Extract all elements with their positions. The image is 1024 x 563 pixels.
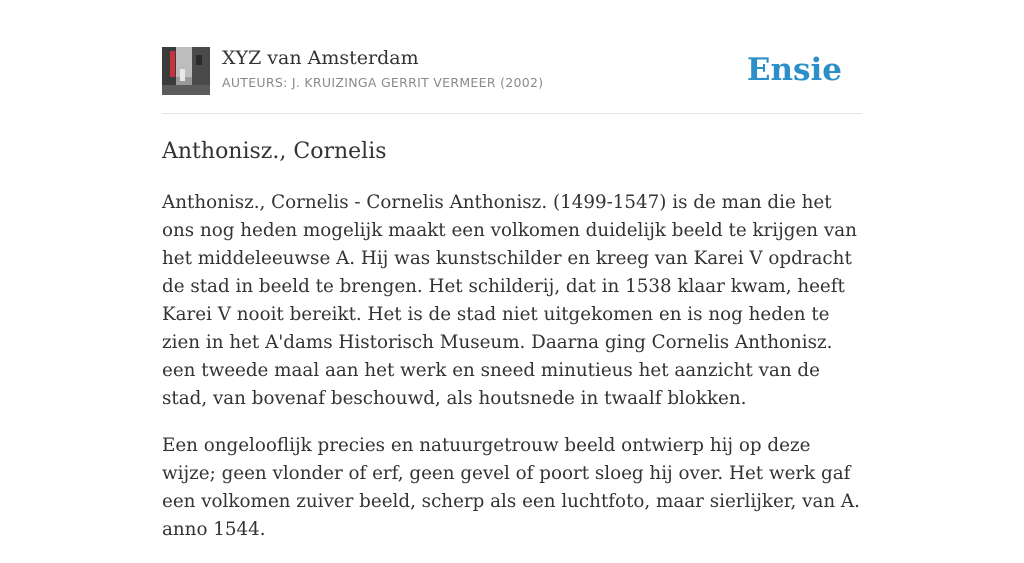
page-container — [162, 0, 862, 540]
entry-paragraph: Een ongelooflijk precies en natuurgetrouw beeld ontwierp hij op deze wijze; geen vlonder of erf, geen gevel of poort sloeg hij over. Het werk gaf een volkomen zuiver beeld, scherp als een luchtfoto, maar sierlijker, van A. anno 1544. — [162, 435, 860, 540]
street-photo-avatar[interactable] — [162, 47, 210, 95]
entry-title: Anthonisz., Cornelis — [162, 139, 387, 164]
entry-body — [162, 189, 864, 563]
ensie-logo[interactable]: Ensie — [746, 52, 842, 88]
avatar-image-icon — [162, 47, 210, 95]
source-title[interactable]: XYZ van Amsterdam — [222, 47, 419, 69]
entry-paragraph: Anthonisz., Cornelis - Cornelis Anthonisz. (1499-1547) is de man die het ons nog heden mogelijk maakt een volkomen duidelijk beeld te krijgen van het middeleeuwse A. Hij was kunstschilder en kreeg van Karei V opdracht de stad in beeld te brengen. Het schilderij, dat in 1538 klaar kwam, heeft Karei V nooit bereikt. Het is de stad niet uitgekomen en is nog heden te zien in het A'dams Historisch Museum. Daarna ging Cornelis Anthonisz. een tweede maal aan het werk en sneed minutieus het aanzicht van de stad, van bovenaf beschouwd, als houtsnede in twaalf blokken. — [162, 192, 857, 409]
authors-line: AUTEURS: J. KRUIZINGA GERRIT VERMEER (2002) — [222, 75, 544, 90]
source-header — [162, 0, 862, 114]
